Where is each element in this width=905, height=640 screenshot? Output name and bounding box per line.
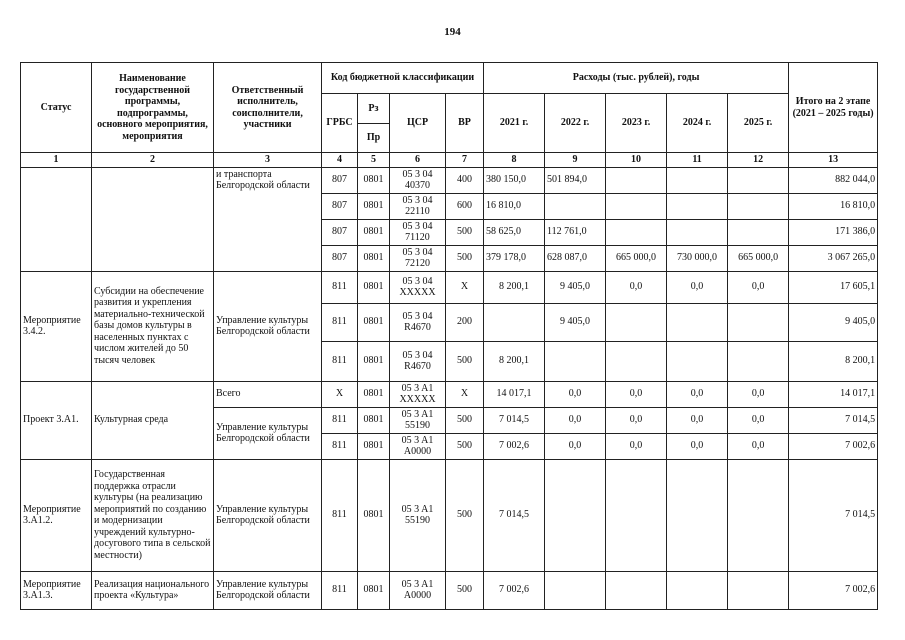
value-2022: 112 761,0 (545, 219, 606, 245)
value-2025 (728, 341, 789, 381)
vr-cell: X (446, 271, 484, 303)
rz-cell: 0801 (358, 407, 390, 433)
rz-cell: 0801 (358, 303, 390, 341)
rz-cell: 0801 (358, 459, 390, 571)
value-2024 (667, 219, 728, 245)
value-2021: 7 014,5 (484, 459, 545, 571)
header-grbs: ГРБС (322, 94, 358, 153)
value-2024: 0,0 (667, 433, 728, 459)
value-2021: 379 178,0 (484, 245, 545, 271)
value-2021: 7 002,6 (484, 433, 545, 459)
value-2022: 501 894,0 (545, 167, 606, 193)
header-executor: Ответственный исполнитель, соисполнители, участники (214, 63, 322, 153)
csr-cell: 05 3 04 40370 (390, 167, 446, 193)
budget-table (20, 62, 878, 610)
name-cell: Государственная поддержка отрасли культуры (на реализацию мероприятий по созданию и модернизации учреждений культурно-досугового типа в сельской местности) (92, 459, 214, 571)
value-2021: 8 200,1 (484, 271, 545, 303)
csr-cell: 05 3 A1 A0000 (390, 571, 446, 609)
value-2022: 9 405,0 (545, 271, 606, 303)
vr-cell: 200 (446, 303, 484, 341)
rz-cell: 0801 (358, 245, 390, 271)
value-2025 (728, 167, 789, 193)
value-total: 8 200,1 (789, 341, 878, 381)
value-2023 (606, 459, 667, 571)
vr-cell: 500 (446, 407, 484, 433)
vr-cell: 600 (446, 193, 484, 219)
csr-cell: 05 3 04 XXXXX (390, 271, 446, 303)
grbs-cell: 811 (322, 459, 358, 571)
value-2021: 58 625,0 (484, 219, 545, 245)
value-2022 (545, 571, 606, 609)
value-2022: 0,0 (545, 407, 606, 433)
csr-cell: 05 3 04 R4670 (390, 303, 446, 341)
value-2021: 7 002,6 (484, 571, 545, 609)
csr-cell: 05 3 A1 55190 (390, 407, 446, 433)
col-number: 8 (484, 153, 545, 168)
grbs-cell: 811 (322, 303, 358, 341)
csr-cell: 05 3 04 72120 (390, 245, 446, 271)
value-2025 (728, 193, 789, 219)
grbs-cell: 811 (322, 433, 358, 459)
value-2024 (667, 459, 728, 571)
rz-cell: 0801 (358, 193, 390, 219)
value-total: 3 067 265,0 (789, 245, 878, 271)
page-number: 194 (444, 26, 461, 38)
header-total: Итого на 2 этапе (2021 – 2025 годы) (789, 63, 878, 153)
status-cell: Мероприятие 3.А1.3. (21, 571, 92, 609)
value-2025 (728, 571, 789, 609)
vr-cell: 500 (446, 459, 484, 571)
rz-cell: 0801 (358, 433, 390, 459)
value-2025: 665 000,0 (728, 245, 789, 271)
header-2022: 2022 г. (545, 94, 606, 153)
value-2023: 0,0 (606, 407, 667, 433)
value-2021: 8 200,1 (484, 341, 545, 381)
grbs-cell: 807 (322, 245, 358, 271)
table-row (21, 459, 878, 571)
header-2024: 2024 г. (667, 94, 728, 153)
vr-cell: 500 (446, 433, 484, 459)
header-expenses: Расходы (тыс. рублей), годы (484, 63, 789, 94)
col-number: 13 (789, 153, 878, 168)
value-2024: 730 000,0 (667, 245, 728, 271)
status-cell: Мероприятие 3.А1.2. (21, 459, 92, 571)
grbs-cell: 807 (322, 219, 358, 245)
status-cell (21, 167, 92, 271)
vr-cell: 500 (446, 571, 484, 609)
executor-cell: Управление культуры Белгородской области (214, 407, 322, 459)
header-csr: ЦСР (390, 94, 446, 153)
value-2023 (606, 167, 667, 193)
header-name: Наименование государственной программы, подпрограммы, основного мероприятия, мероприятия (92, 63, 214, 153)
csr-cell: 05 3 A1 55190 (390, 459, 446, 571)
grbs-cell: 811 (322, 341, 358, 381)
rz-cell: 0801 (358, 219, 390, 245)
col-number: 11 (667, 153, 728, 168)
header-2023: 2023 г. (606, 94, 667, 153)
col-number: 6 (390, 153, 446, 168)
value-2025 (728, 459, 789, 571)
header-rz: Рз (358, 94, 390, 124)
value-2021: 14 017,1 (484, 381, 545, 407)
grbs-cell: 811 (322, 407, 358, 433)
value-2021: 7 014,5 (484, 407, 545, 433)
value-2025 (728, 219, 789, 245)
grbs-cell: 811 (322, 271, 358, 303)
value-2021: 16 810,0 (484, 193, 545, 219)
csr-cell: 05 3 04 22110 (390, 193, 446, 219)
value-2022 (545, 459, 606, 571)
value-2022: 9 405,0 (545, 303, 606, 341)
rz-cell: 0801 (358, 271, 390, 303)
rz-cell: 0801 (358, 167, 390, 193)
csr-cell: 05 3 04 R4670 (390, 341, 446, 381)
header-2021: 2021 г. (484, 94, 545, 153)
value-2025: 0,0 (728, 271, 789, 303)
header-pr: Пр (358, 124, 390, 153)
executor-cell: Управление культуры Белгородской области (214, 271, 322, 381)
col-number: 3 (214, 153, 322, 168)
value-total: 171 386,0 (789, 219, 878, 245)
value-2024: 0,0 (667, 271, 728, 303)
vr-cell: 500 (446, 341, 484, 381)
value-2025: 0,0 (728, 407, 789, 433)
vr-cell: 500 (446, 245, 484, 271)
value-2023: 0,0 (606, 381, 667, 407)
col-number: 4 (322, 153, 358, 168)
value-2023 (606, 571, 667, 609)
value-2024 (667, 571, 728, 609)
col-number: 9 (545, 153, 606, 168)
col-number: 5 (358, 153, 390, 168)
value-2022 (545, 193, 606, 219)
name-cell: Субсидии на обеспечение развития и укрепления материально-технической базы домов культуры в населенных пунктах с числом жителей до 50 тысяч человек (92, 271, 214, 381)
col-number: 7 (446, 153, 484, 168)
table-row (21, 571, 878, 609)
csr-cell: 05 3 04 71120 (390, 219, 446, 245)
grbs-cell: 807 (322, 167, 358, 193)
value-total: 17 605,1 (789, 271, 878, 303)
status-cell: Мероприятие 3.4.2. (21, 271, 92, 381)
value-2023 (606, 193, 667, 219)
value-total: 16 810,0 (789, 193, 878, 219)
rz-cell: 0801 (358, 341, 390, 381)
executor-cell: Всего (214, 381, 322, 407)
value-2024 (667, 193, 728, 219)
col-number: 12 (728, 153, 789, 168)
value-2022 (545, 341, 606, 381)
name-cell: Культурная среда (92, 381, 214, 459)
csr-cell: 05 3 A1 XXXXX (390, 381, 446, 407)
value-2023 (606, 219, 667, 245)
grbs-cell: X (322, 381, 358, 407)
grbs-cell: 807 (322, 193, 358, 219)
value-2021 (484, 303, 545, 341)
header-vr: ВР (446, 94, 484, 153)
table-row (21, 167, 878, 193)
value-total: 14 017,1 (789, 381, 878, 407)
value-2021: 380 150,0 (484, 167, 545, 193)
value-total: 7 014,5 (789, 407, 878, 433)
rz-cell: 0801 (358, 571, 390, 609)
executor-cell: Управление культуры Белгородской области (214, 571, 322, 609)
value-2023: 0,0 (606, 271, 667, 303)
value-2025: 0,0 (728, 433, 789, 459)
csr-cell: 05 3 A1 A0000 (390, 433, 446, 459)
vr-cell: X (446, 381, 484, 407)
value-2023: 665 000,0 (606, 245, 667, 271)
col-number: 2 (92, 153, 214, 168)
value-total: 7 002,6 (789, 571, 878, 609)
value-2025 (728, 303, 789, 341)
vr-cell: 500 (446, 219, 484, 245)
table-row (21, 271, 878, 303)
value-2022: 0,0 (545, 381, 606, 407)
value-2023 (606, 341, 667, 381)
value-2023 (606, 303, 667, 341)
value-total: 882 044,0 (789, 167, 878, 193)
value-total: 7 002,6 (789, 433, 878, 459)
value-2022: 0,0 (545, 433, 606, 459)
header-status: Статус (21, 63, 92, 153)
col-number: 10 (606, 153, 667, 168)
grbs-cell: 811 (322, 571, 358, 609)
value-total: 9 405,0 (789, 303, 878, 341)
value-2024: 0,0 (667, 407, 728, 433)
header-2025: 2025 г. (728, 94, 789, 153)
value-2025: 0,0 (728, 381, 789, 407)
value-2024: 0,0 (667, 381, 728, 407)
value-2022: 628 087,0 (545, 245, 606, 271)
table-row (21, 381, 878, 407)
name-cell: Реализация национального проекта «Культура» (92, 571, 214, 609)
executor-cell: Управление культуры Белгородской области (214, 459, 322, 571)
vr-cell: 400 (446, 167, 484, 193)
value-total: 7 014,5 (789, 459, 878, 571)
value-2024 (667, 341, 728, 381)
rz-cell: 0801 (358, 381, 390, 407)
executor-cell: и транспорта Белгородской области (214, 167, 322, 271)
status-cell: Проект 3.А1. (21, 381, 92, 459)
value-2023: 0,0 (606, 433, 667, 459)
value-2024 (667, 303, 728, 341)
name-cell (92, 167, 214, 271)
header-budget-code: Код бюджетной классификации (322, 63, 484, 94)
value-2024 (667, 167, 728, 193)
col-number: 1 (21, 153, 92, 168)
